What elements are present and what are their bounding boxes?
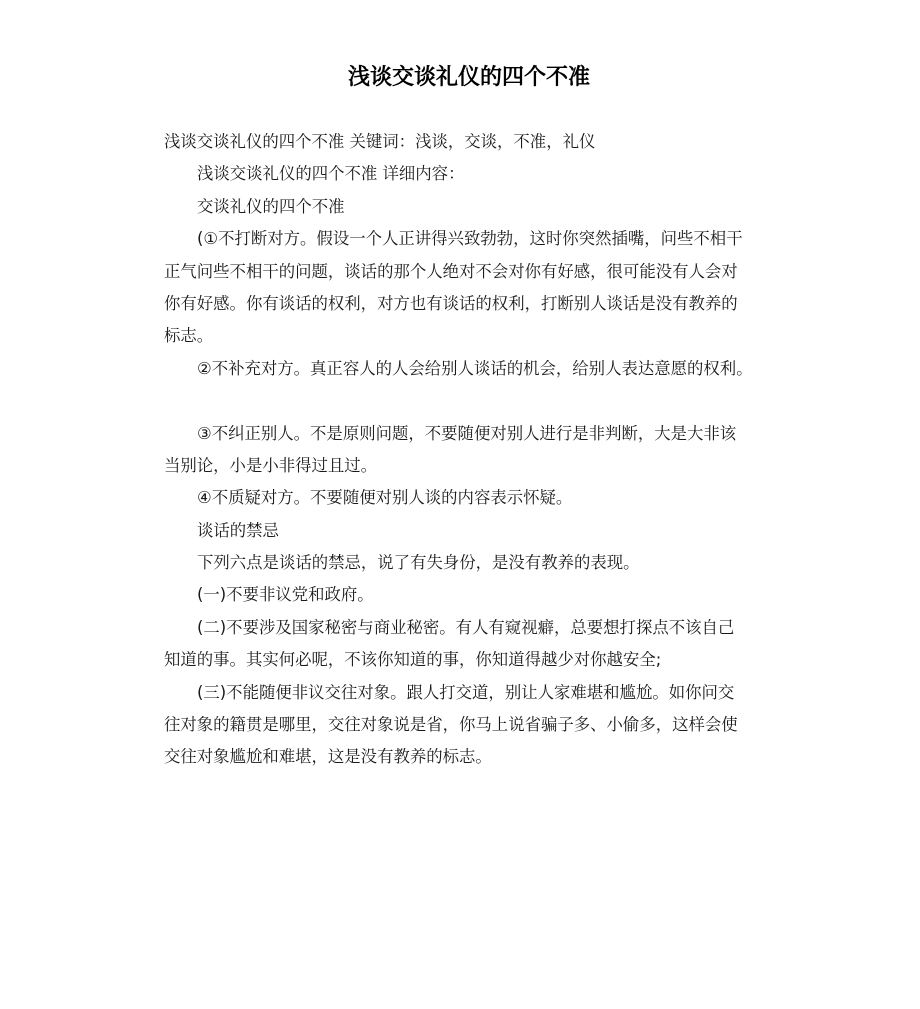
paragraph xyxy=(164,126,764,158)
paragraph xyxy=(164,418,764,483)
paragraph-line: 下列六点是谈话的禁忌，说了有失身份，是没有教养的表现。 xyxy=(197,553,640,573)
paragraph xyxy=(164,515,764,547)
paragraph xyxy=(164,612,764,677)
paragraph-line: 正气问些不相干的问题，谈话的那个人绝对不会对你有好感，很可能没有人会对 xyxy=(164,261,738,281)
paragraph-line: 交谈礼仪的四个不准 xyxy=(197,196,345,216)
document-title: 浅谈交谈礼仪的四个不准 xyxy=(347,65,590,90)
document-body xyxy=(164,126,764,774)
paragraph-line: 知道的事。其实何必呢，不该你知道的事，你知道得越少对你越安全; xyxy=(164,650,662,670)
paragraph-line: 标志。 xyxy=(164,326,214,346)
paragraph-line: (二)不要涉及国家秘密与商业秘密。有人有窥视癖，总要想打探点不该自己 xyxy=(197,617,735,637)
paragraph-line: ③不纠正别人。不是原则问题，不要随便对别人进行是非判断，大是大非该 xyxy=(197,423,737,443)
paragraph-line: 往对象的籍贯是哪里，交往对象说是省，你马上说省骗子多、小偷多，这样会使 xyxy=(164,715,738,735)
paragraph-line: (①不打断对方。假设一个人正讲得兴致勃勃，这时你突然插嘴，问些不相干 xyxy=(197,229,743,249)
paragraph xyxy=(164,547,764,579)
paragraph-line: 谈话的禁忌 xyxy=(197,520,279,540)
paragraph xyxy=(164,353,764,418)
paragraph xyxy=(164,677,764,774)
paragraph xyxy=(164,223,764,353)
paragraph-line: 你有好感。你有谈话的权利，对方也有谈话的权利，打断别人谈话是没有教养的 xyxy=(164,293,738,313)
paragraph xyxy=(164,482,764,514)
paragraph xyxy=(164,579,764,611)
paragraph-line: 浅谈交谈礼仪的四个不准 详细内容： xyxy=(197,164,465,184)
paragraph-line: 交往对象尴尬和难堪，这是没有教养的标志。 xyxy=(164,747,492,767)
paragraph-line: 浅谈交谈礼仪的四个不准 关键词：浅谈，交谈，不准，礼仪 xyxy=(164,132,596,151)
paragraph-line: (一)不要非议党和政府。 xyxy=(197,585,374,605)
paragraph-line: 当别论，小是小非得过且过。 xyxy=(164,455,378,475)
paragraph xyxy=(164,191,764,223)
paragraph-line xyxy=(164,385,764,417)
paragraph-line: ④不质疑对方。不要随便对别人谈的内容表示怀疑。 xyxy=(197,488,573,508)
paragraph-line: ②不补充对方。真正容人的人会给别人谈话的机会，给别人表达意愿的权利。 xyxy=(197,358,753,378)
paragraph xyxy=(164,158,764,190)
paragraph-line: (三)不能随便非议交往对象。跟人打交道，别让人家难堪和尴尬。如你问交 xyxy=(197,682,735,702)
